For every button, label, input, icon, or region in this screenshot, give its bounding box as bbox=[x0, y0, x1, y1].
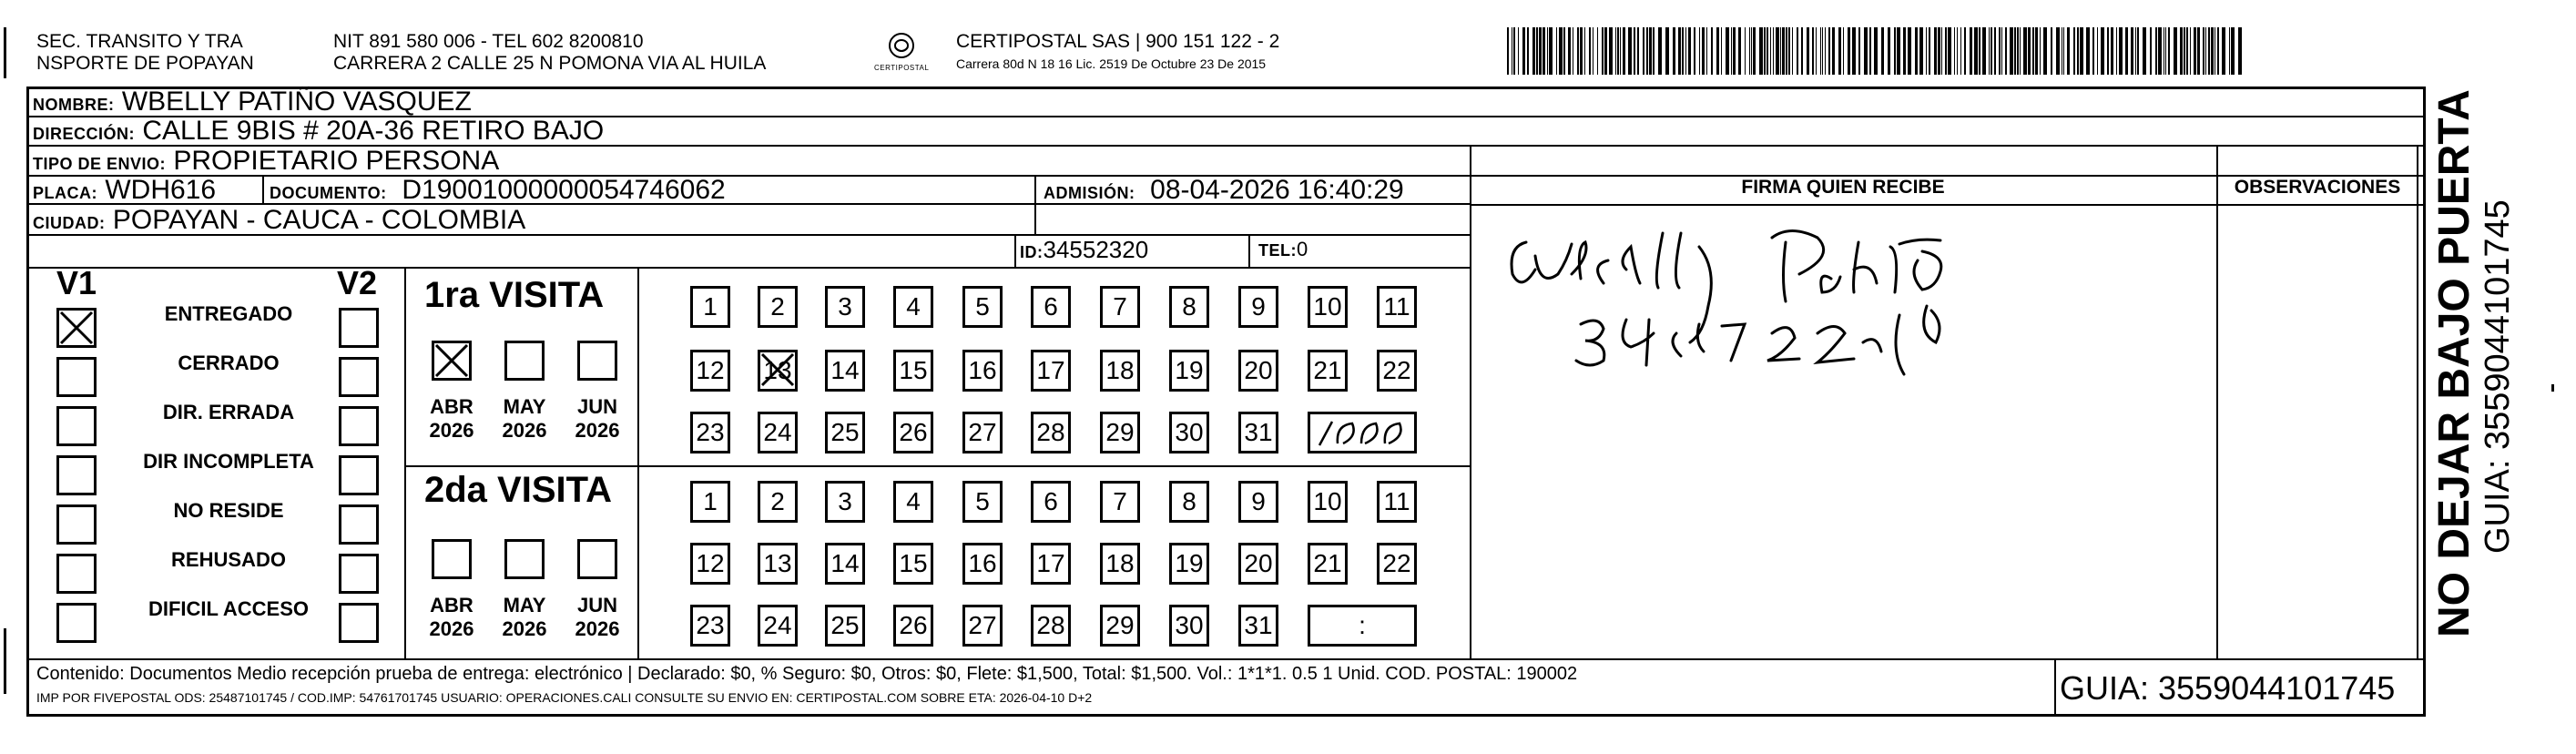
v2-checkbox[interactable] bbox=[339, 406, 379, 446]
admission-date: 08-04-2026 16:40:29 bbox=[1150, 175, 1404, 205]
day-box[interactable]: 21 bbox=[1308, 350, 1348, 392]
day-box[interactable]: 4 bbox=[893, 286, 933, 328]
day-box[interactable]: 3 bbox=[825, 286, 865, 328]
month-label: MAY 2026 bbox=[502, 395, 547, 442]
month-label: JUN 2026 bbox=[575, 395, 620, 442]
day-box[interactable]: 11 bbox=[1377, 286, 1417, 328]
v2-checkbox[interactable] bbox=[339, 603, 379, 643]
day-box[interactable]: 16 bbox=[962, 350, 1003, 392]
day-box[interactable]: 10 bbox=[1308, 286, 1348, 328]
side-guia: GUIA: 3559044101745 bbox=[2479, 199, 2517, 554]
day-box[interactable]: 27 bbox=[962, 412, 1003, 453]
second-visit-title: 2da VISITA bbox=[424, 470, 612, 510]
day-box[interactable]: 17 bbox=[1031, 543, 1071, 585]
day-box[interactable]: 5 bbox=[962, 286, 1003, 328]
day-box[interactable]: 9 bbox=[1238, 286, 1278, 328]
day-box[interactable]: 19 bbox=[1169, 543, 1209, 585]
month-checkbox[interactable] bbox=[577, 341, 617, 381]
day-box[interactable]: 24 bbox=[758, 412, 798, 453]
day-box[interactable]: 14 bbox=[825, 543, 865, 585]
left-margin-mark bbox=[4, 27, 6, 78]
sender-address-line: CARRERA 2 CALLE 25 N POMONA VIA AL HUILA bbox=[333, 53, 767, 74]
day-box[interactable]: 15 bbox=[893, 543, 933, 585]
day-box[interactable]: 18 bbox=[1100, 350, 1140, 392]
recipient-name: WBELLY PATIÑO VASQUEZ bbox=[121, 87, 472, 117]
day-box[interactable]: 18 bbox=[1100, 543, 1140, 585]
v2-checkbox[interactable] bbox=[339, 357, 379, 397]
city-value: POPAYAN - CAUCA - COLOMBIA bbox=[112, 205, 526, 235]
day-box[interactable]: 13 bbox=[758, 543, 798, 585]
status-label: DIR INCOMPLETA bbox=[143, 450, 314, 473]
admision-cell: ADMISIÓN: 08-04-2026 16:40:29 bbox=[1044, 175, 1404, 205]
v1-checkbox[interactable] bbox=[56, 455, 97, 495]
id-value: 34552320 bbox=[1043, 236, 1149, 263]
footer-guia: GUIA: 3559044101745 bbox=[2060, 669, 2396, 707]
day-box[interactable]: 29 bbox=[1100, 412, 1140, 453]
certipostal-logo bbox=[874, 27, 929, 78]
day-box[interactable]: 15 bbox=[893, 350, 933, 392]
day-box[interactable]: 10 bbox=[1308, 481, 1348, 523]
month-label: MAY 2026 bbox=[502, 594, 547, 640]
sender-name-line1: SEC. TRANSITO Y TRA bbox=[36, 31, 243, 52]
placa-cell: PLACA: WDH616 bbox=[33, 175, 217, 205]
plate-value: WDH616 bbox=[105, 175, 217, 205]
time-box[interactable] bbox=[1308, 412, 1417, 453]
status-label: REHUSADO bbox=[171, 548, 286, 571]
status-label: NO RESIDE bbox=[173, 499, 284, 522]
footer-print-line: IMP POR FIVEPOSTAL ODS: 25487101745 / COD.IMP: 54761701745 USUARIO: OPERACIONES.CALI CONSULTE SU ENVIO EN: CERTIPOSTAL.COM SOBRE ETA: 2026-04-10 D+2 bbox=[36, 690, 1093, 705]
left-margin-mark-bottom bbox=[4, 628, 6, 694]
direccion-row: DIRECCIÓN: CALLE 9BIS # 20A-36 RETIRO BAJO bbox=[33, 116, 605, 146]
month-checkbox[interactable] bbox=[432, 539, 472, 579]
day-box[interactable]: 6 bbox=[1031, 286, 1071, 328]
day-box[interactable]: 26 bbox=[893, 412, 933, 453]
shipment-type: PROPIETARIO PERSONA bbox=[173, 146, 500, 176]
day-box[interactable]: 13 bbox=[758, 350, 798, 392]
day-box[interactable]: 30 bbox=[1169, 412, 1209, 453]
day-box[interactable]: 3 bbox=[825, 481, 865, 523]
day-box[interactable]: 20 bbox=[1238, 350, 1278, 392]
day-box[interactable]: 16 bbox=[962, 543, 1003, 585]
status-label: ENTREGADO bbox=[164, 302, 293, 325]
side-warning: NO DEJAR BAJO PUERTA bbox=[2430, 89, 2479, 637]
footer-content-line: Contenido: Documentos Medio recepción prueba de entrega: electrónico | Declarado: $0, % Seguro: $0, Otros: $0, Flete: $1,500, Total: $1,500. Vol.: 1*1*1. 0.5 1 Unid. COD. POSTAL: 190002 bbox=[36, 664, 1578, 684]
v1-checkbox[interactable] bbox=[56, 554, 97, 594]
day-box[interactable]: 23 bbox=[690, 605, 730, 647]
v2-checkbox[interactable] bbox=[339, 554, 379, 594]
recipient-signature bbox=[1471, 206, 2215, 479]
edge-mark bbox=[2551, 384, 2554, 392]
tipo-envio-row: TIPO DE ENVIO: PROPIETARIO PERSONA bbox=[33, 146, 500, 176]
v1-checkbox[interactable] bbox=[56, 308, 97, 348]
sender-nit-line: NIT 891 580 006 - TEL 602 8200810 bbox=[333, 31, 644, 52]
day-box[interactable]: 27 bbox=[962, 605, 1003, 647]
day-box[interactable]: 12 bbox=[690, 350, 730, 392]
day-box[interactable]: 7 bbox=[1100, 286, 1140, 328]
day-box[interactable]: 29 bbox=[1100, 605, 1140, 647]
v1-checkbox[interactable] bbox=[56, 504, 97, 545]
day-box[interactable]: 20 bbox=[1238, 543, 1278, 585]
day-box[interactable]: 1 bbox=[690, 286, 730, 328]
day-box[interactable]: 31 bbox=[1238, 412, 1278, 453]
v2-label: V2 bbox=[337, 264, 378, 301]
v1-checkbox[interactable] bbox=[56, 603, 97, 643]
day-box[interactable]: 31 bbox=[1238, 605, 1278, 647]
document-value: D19001000000054746062 bbox=[402, 175, 726, 205]
ciudad-row: CIUDAD: POPAYAN - CAUCA - COLOMBIA bbox=[33, 205, 526, 235]
day-box[interactable]: 26 bbox=[893, 605, 933, 647]
v1-checkbox[interactable] bbox=[56, 357, 97, 397]
day-box[interactable]: 28 bbox=[1031, 605, 1071, 647]
day-box[interactable]: 5 bbox=[962, 481, 1003, 523]
id-cell: ID:34552320 bbox=[1020, 236, 1149, 263]
day-box[interactable]: 11 bbox=[1377, 481, 1417, 523]
day-box[interactable]: 6 bbox=[1031, 481, 1071, 523]
time-box[interactable]: : bbox=[1308, 605, 1417, 647]
v2-checkbox[interactable] bbox=[339, 455, 379, 495]
day-box[interactable]: 24 bbox=[758, 605, 798, 647]
signature-area bbox=[1471, 206, 2215, 657]
day-box[interactable]: 2 bbox=[758, 286, 798, 328]
v2-checkbox[interactable] bbox=[339, 308, 379, 348]
day-box[interactable]: 30 bbox=[1169, 605, 1209, 647]
v1-checkbox[interactable] bbox=[56, 406, 97, 446]
day-box[interactable]: 17 bbox=[1031, 350, 1071, 392]
time-scribble bbox=[1310, 414, 1414, 451]
day-box[interactable]: 25 bbox=[825, 605, 865, 647]
day-box[interactable]: 28 bbox=[1031, 412, 1071, 453]
month-checkbox[interactable] bbox=[577, 539, 617, 579]
documento-cell: DOCUMENTO: D19001000000054746062 bbox=[270, 175, 726, 205]
day-box[interactable]: 22 bbox=[1377, 350, 1417, 392]
day-box[interactable]: 4 bbox=[893, 481, 933, 523]
status-label: DIR. ERRADA bbox=[162, 401, 295, 423]
month-label: JUN 2026 bbox=[575, 594, 620, 640]
day-box[interactable]: 19 bbox=[1169, 350, 1209, 392]
month-checkbox[interactable] bbox=[504, 341, 545, 381]
nombre-row: NOMBRE: WBELLY PATIÑO VASQUEZ bbox=[33, 87, 472, 117]
courier-name-line: CERTIPOSTAL SAS | 900 151 122 - 2 bbox=[956, 31, 1280, 52]
day-box[interactable]: 2 bbox=[758, 481, 798, 523]
firma-header: FIRMA QUIEN RECIBE bbox=[1741, 177, 1945, 198]
month-label: ABR 2026 bbox=[429, 395, 474, 442]
v1-label: V1 bbox=[56, 264, 97, 301]
status-label: DIFICIL ACCESO bbox=[148, 597, 309, 620]
month-label: ABR 2026 bbox=[429, 594, 474, 640]
recipient-address: CALLE 9BIS # 20A-36 RETIRO BAJO bbox=[142, 116, 605, 146]
day-box[interactable]: 14 bbox=[825, 350, 865, 392]
courier-address-line: Carrera 80d N 18 16 Lic. 2519 De Octubre 23 De 2015 bbox=[956, 56, 1267, 71]
v2-checkbox[interactable] bbox=[339, 504, 379, 545]
day-box[interactable]: 25 bbox=[825, 412, 865, 453]
day-box[interactable]: 21 bbox=[1308, 543, 1348, 585]
first-visit-title: 1ra VISITA bbox=[424, 275, 605, 315]
day-box[interactable]: 12 bbox=[690, 543, 730, 585]
sender-name-line2: NSPORTE DE POPAYAN bbox=[36, 53, 254, 74]
month-checkbox[interactable] bbox=[432, 341, 472, 381]
day-box[interactable]: 9 bbox=[1238, 481, 1278, 523]
status-label: CERRADO bbox=[178, 352, 280, 374]
observaciones-header: OBSERVACIONES bbox=[2234, 177, 2401, 198]
tel-value: 0 bbox=[1297, 238, 1308, 260]
day-box[interactable]: 8 bbox=[1169, 481, 1209, 523]
barcode bbox=[1507, 27, 2245, 75]
day-box[interactable]: 22 bbox=[1377, 543, 1417, 585]
day-box[interactable]: 7 bbox=[1100, 481, 1140, 523]
logo-caption: CERTIPOSTAL bbox=[874, 64, 930, 72]
day-box[interactable]: 8 bbox=[1169, 286, 1209, 328]
tel-cell: TEL:0 bbox=[1258, 238, 1308, 260]
month-checkbox[interactable] bbox=[504, 539, 545, 579]
day-box[interactable]: 1 bbox=[690, 481, 730, 523]
day-box[interactable]: 23 bbox=[690, 412, 730, 453]
